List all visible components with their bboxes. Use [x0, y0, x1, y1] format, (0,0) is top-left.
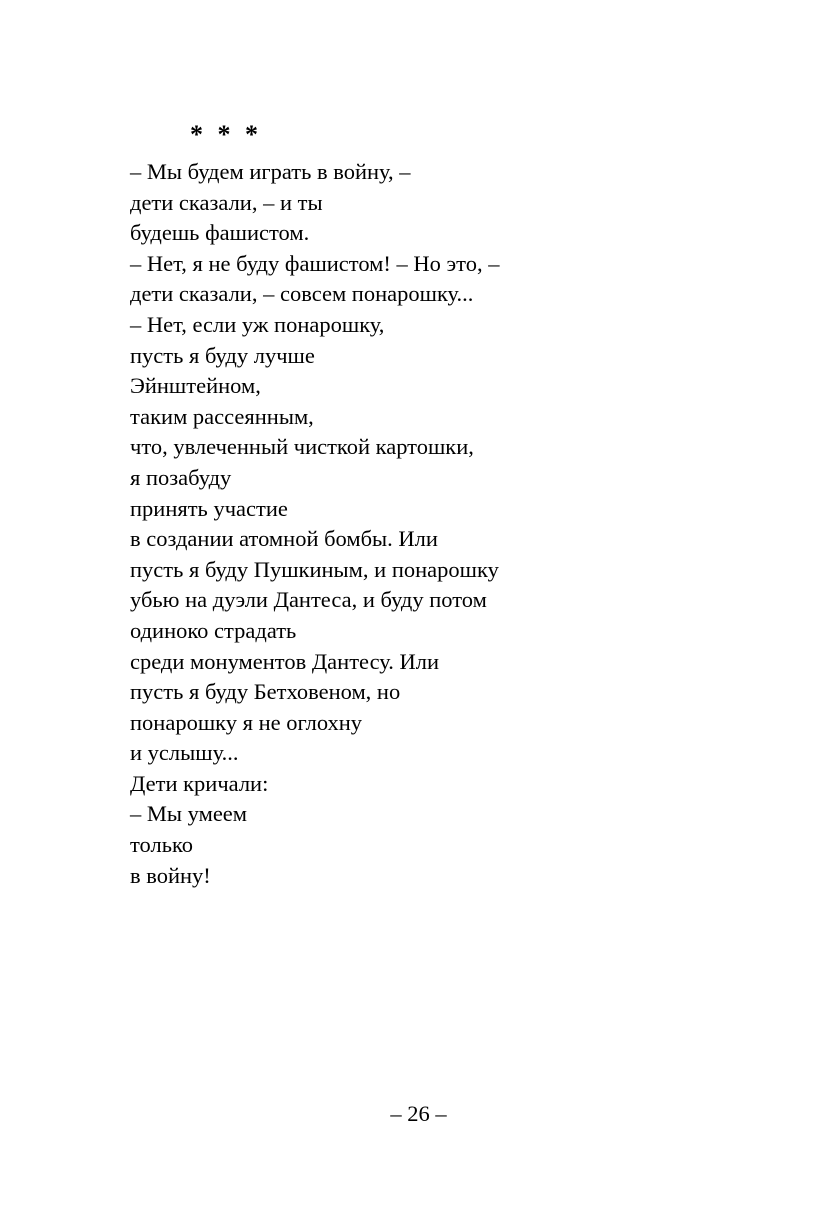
poem-line: и услышу...: [130, 740, 239, 766]
poem-line: дети сказали, – и ты: [130, 189, 323, 215]
poem-line: таким рассеянным,: [130, 403, 314, 429]
poem-line: одиноко страдать: [130, 617, 297, 643]
poem-text: [130, 157, 750, 891]
page-number: – 26 –: [390, 1101, 447, 1126]
poem-line: в войну!: [130, 862, 211, 888]
poem-line: убью на дуэли Дантеса, и буду потом: [130, 587, 487, 613]
poem-line: – Мы будем играть в войну, –: [130, 159, 411, 184]
section-divider-stars: * * *: [190, 120, 262, 149]
poem-line: только: [130, 832, 194, 858]
poem-line: – Нет, если уж понарошку,: [130, 311, 385, 337]
poem-line: дети сказали, – совсем понарошку...: [130, 281, 474, 307]
poem-line: Дети кричали:: [130, 770, 269, 796]
poem-line: Эйнштейном,: [130, 373, 261, 399]
poem-line: среди монументов Дантесу. Или: [130, 648, 440, 674]
poem-line: я позабуду: [130, 464, 232, 490]
poem-line: пусть я буду лучше: [130, 342, 315, 368]
poem-line: принять участие: [130, 495, 288, 521]
poem-line: что, увлеченный чисткой картошки,: [130, 434, 474, 460]
poem-line: – Мы умеем: [130, 801, 248, 827]
poem-line: будешь фашистом.: [130, 220, 310, 246]
poem-line: пусть я буду Пушкиным, и понарошку: [130, 556, 499, 582]
poem-line: – Нет, я не буду фашистом! – Но это, –: [130, 250, 500, 276]
poem-line: понарошку я не оглохну: [130, 709, 363, 735]
poem-line: в создании атомной бомбы. Или: [130, 526, 438, 552]
poem-line: пусть я буду Бетховеном, но: [130, 679, 401, 705]
